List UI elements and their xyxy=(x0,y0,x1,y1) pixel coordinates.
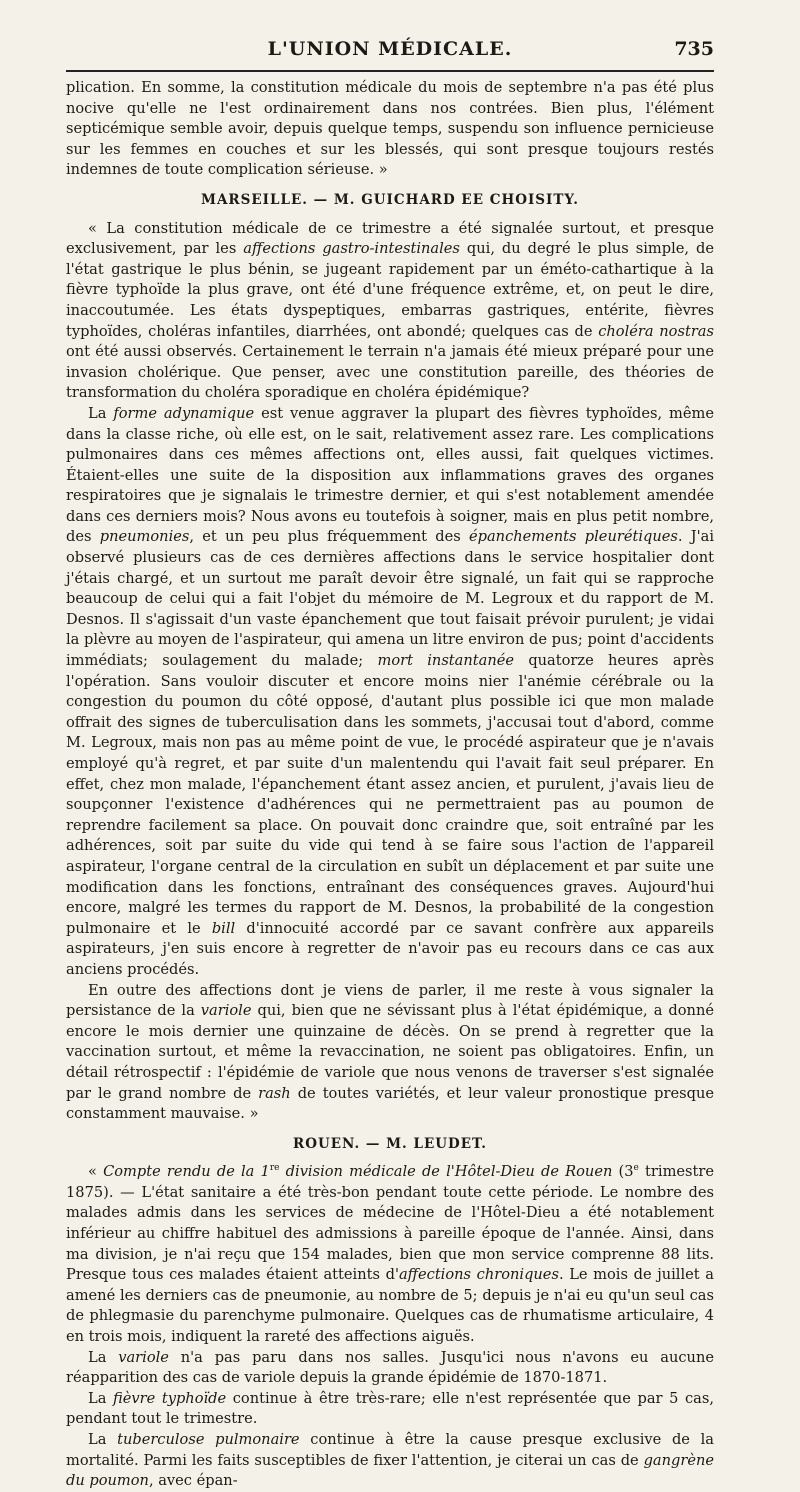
text-run: La xyxy=(88,404,114,422)
italic-text: affections gastro-intestinales xyxy=(243,240,460,258)
text-run: , et un peu plus fréquemment des xyxy=(189,528,469,546)
page-number: 735 xyxy=(674,38,714,60)
text-run: , avec épan- xyxy=(148,1472,238,1490)
italic-text: division médicale de l'Hôtel-Dieu de Rouen xyxy=(279,1163,613,1181)
italic-text: tuberculose pulmonaire xyxy=(117,1431,300,1448)
section-heading: ROUEN. — M. LEUDET. xyxy=(292,1135,488,1152)
text-run: qui, bien que ne sévissant plus à l'état épidémique, a donné encore le mois dernier une quinzaine de décès. On se prend à regretter que la vaccination surtout, et même la revaccination, ne soient pas obligatoires. Enfin, un détail rétrospectif : l'épidémie de variole que nous venons de traverser s'est signalée par le grand nombre de xyxy=(66,1002,714,1102)
italic-text: variole xyxy=(118,1348,169,1366)
page-header xyxy=(66,34,714,70)
text-run: continue à être très-rare; elle n'est représentée que par 5 cas, pendant tout le trimestre. xyxy=(66,1389,715,1428)
italic-text: affections chroniques xyxy=(398,1266,559,1284)
italic-text: épanchements pleurétiques xyxy=(469,528,678,546)
paragraph xyxy=(66,981,714,1125)
superscript: re xyxy=(269,1163,280,1174)
text-run: La xyxy=(88,1431,118,1448)
text-run: ont été aussi observés. Certainement le terrain n'a jamais été mieux préparé pour une invasion cholérique. Que penser, avec une constitution pareille, des théories de transformation du choléra sporadique en choléra épidémique? xyxy=(66,343,714,402)
text-run: continue à être la cause presque exclusive de la mortalité. Parmi les faits susceptibles de fixer l'attention, je citerai un cas de xyxy=(66,1431,714,1469)
italic-text: gangrène du poumon xyxy=(66,1451,714,1490)
text-run: En outre des affections dont je viens de parler, il me reste à vous signaler la persistance de la xyxy=(66,981,714,1020)
italic-text: bill xyxy=(211,919,236,937)
text-run: . Le mois de juillet a amené les derniers cas de pneumonie, au nombre de 5; depuis je n'ai eu qu'un seul cas de phlegmasie du parenchyme pulmonaire. Quelques cas de rhumatisme articulaire, 4 en trois mois, indiquent la rareté des affections aiguës. xyxy=(66,1266,714,1346)
paragraph xyxy=(66,404,714,981)
body-text xyxy=(66,78,714,1492)
italic-text: pneumonies xyxy=(99,528,190,546)
italic-text: rash xyxy=(258,1084,291,1102)
italic-text: variole xyxy=(200,1002,252,1020)
text-run: est venue aggraver la plupart des fièvres typhoïdes, même dans la classe riche, où elle est, on le sait, relativement assez rare. Les complications pulmonaires dans ces mêmes affections ont, elles aussi, fait quelques victimes. Étaient-elles une suite de la disposition aux inflammations graves des organes respiratoires que je signalais le trimestre dernier, et qui s'est notablement amendée dans ces derniers mois? Nous avons eu toutefois à soigner, mais en plus petit nombre, des xyxy=(66,404,714,546)
italic-text: Compte rendu de la 1 xyxy=(103,1163,270,1181)
paragraph xyxy=(66,219,714,404)
text-run: . J'ai observé plusieurs cas de ces dernières affections dans le service hospitalier dont j'étais chargé, et un surtout me paraît devoir être signalé, un fait qui se rapproche beaucoup de celui qui a fait l'objet du mémoire de M. Legroux et du rapport de M. Desnos. Il s'agissait d'un vaste épanchement que tout faisait prévoir purulent; je vidai la plèvre au moyen de l'aspirateur, qui amena un litre environ de pus; point d'accidents immédiats; soulagement du malade; xyxy=(66,528,715,670)
text-run: « xyxy=(88,1163,104,1181)
paragraph xyxy=(66,1162,714,1347)
paragraph xyxy=(66,78,714,181)
header-rule xyxy=(66,70,714,72)
text-run: d'innocuité accordé par ce savant confrère aux appareils aspirateurs, j'en suis encore à regretter de n'avoir pas eu recours dans ce cas aux anciens procédés. xyxy=(66,919,714,978)
italic-text: fièvre typhoïde xyxy=(113,1389,227,1407)
superscript: e xyxy=(633,1163,639,1174)
running-title: L'UNION MÉDICALE. xyxy=(267,38,513,60)
text-run: trimestre 1875). — L'état sanitaire a été très-bon pendant toute cette période. Le nombre des malades admis dans les services de médecine de l'Hôtel-Dieu a été notablement inférieur au chiffre habituel des admissions à pareille époque de l'année. Ainsi, dans ma division, je n'ai reçu que 154 malades, bien que mon service comprenne 88 lits. Presque tous ces malades étaient atteints d' xyxy=(66,1163,715,1284)
section-heading: MARSEILLE. — M. GUICHARD EE CHOISITY. xyxy=(201,191,579,208)
paragraph xyxy=(66,1430,714,1492)
text-run: qui, du degré le plus simple, de l'état gastrique le plus bénin, se jugeant rapidement par un éméto-cathartique à la fièvre typhoïde la plus grave, ont été d'une fréquence extrême, et, on peut le dire, inaccoutumée. Les états dyspeptiques, embarras gastriques, entérite, fièvres typhoïdes, choléras infantiles, diarrhées, ont abondé; quelques cas de xyxy=(66,240,714,340)
text-run: plication. En somme, la constitution médicale du mois de septembre n'a pas été plus nocive qu'elle ne l'est ordinairement dans nos contrées. Bien plus, l'élément septicémique semble avoir, depuis quelque temps, suspendu son influence pernicieuse sur les femmes en couches et sur les blessés, qui sont presque toujours restés indemnes de toute complication sérieuse. » xyxy=(66,79,714,179)
italic-text: choléra nostras xyxy=(598,322,714,340)
italic-text: forme adynamique xyxy=(113,404,255,422)
italic-text: mort instantanée xyxy=(377,652,515,670)
text-run: La xyxy=(88,1389,114,1407)
paragraph xyxy=(66,1348,714,1389)
text-run: (3 xyxy=(612,1163,634,1181)
text-run: La xyxy=(88,1348,119,1366)
text-run: quatorze heures après l'opération. Sans vouloir discuter et encore moins nier l'anémie cérébrale ou la congestion du poumon du côté opposé, d'autant plus possible ici que mon malade offrait des signes de tuberculisation dans les sommets, j'accusai tout d'abord, comme M. Legroux, mais non pas au même point de vue, le procédé aspirateur que je n'avais employé qu'à regret, et par suite d'un malentendu qui l'avait fait seul préparer. En effet, chez mon malade, l'épanchement étant assez ancien, et purulent, j'avais lieu de soupçonner l'existence d'adhérences qui ne permettraient pas au poumon de reprendre facilement sa place. On pouvait donc craindre que, soit entraîné par les adhérences, soit par suite du vide qui tend à se faire sous l'action de l'appareil aspirateur, l'organe central de la circulation en subît un déplacement et par suite une modification dans les fonctions, entraînant des conséquences graves. Aujourd'hui encore, malgré les termes du rapport de M. Desnos, la probabilité de la congestion pulmonaire et le xyxy=(66,652,714,937)
text-run: « La constitution médicale de ce trimestre a été signalée surtout, et presque exclusivement, par les xyxy=(66,219,714,258)
text-run: de toutes variétés, et leur valeur pronostique presque constamment mauvaise. » xyxy=(66,1084,714,1123)
paragraph xyxy=(66,1389,714,1430)
text-run: n'a pas paru dans nos salles. Jusqu'ici nous n'avons eu aucune réapparition des cas de variole depuis la grande épidémie de 1870-1871. xyxy=(66,1348,714,1387)
